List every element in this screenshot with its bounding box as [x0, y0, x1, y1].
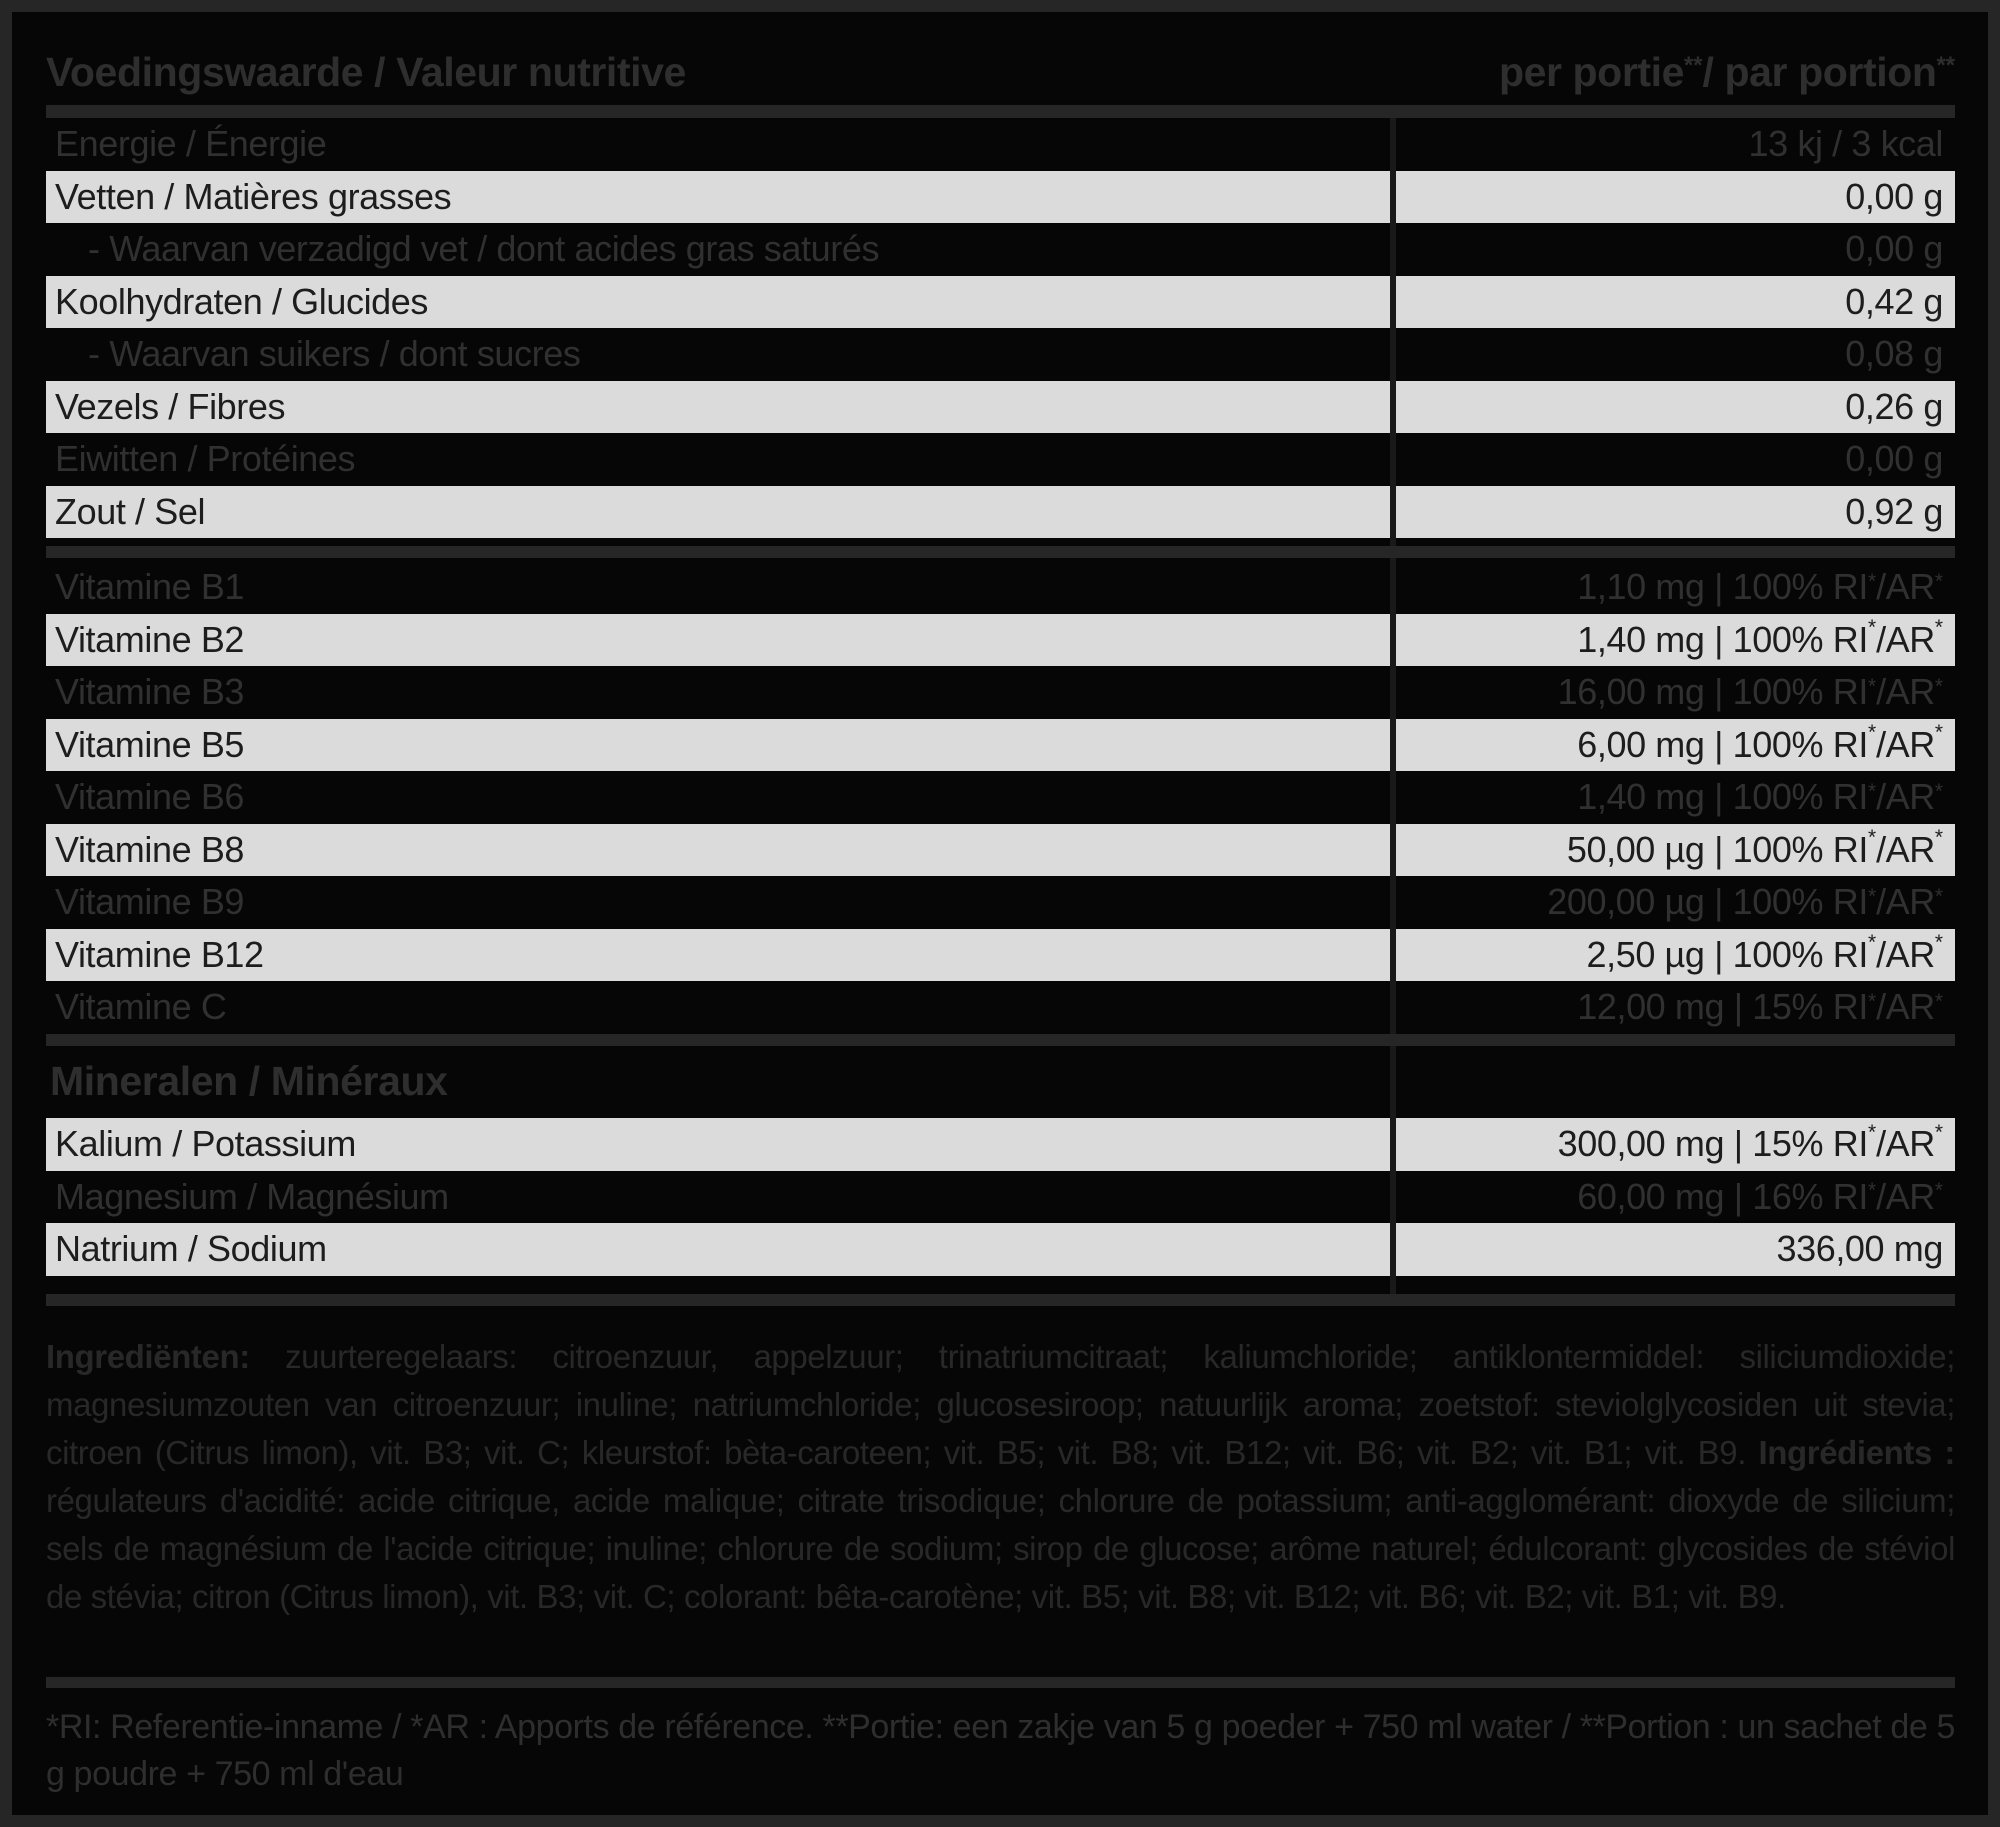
row-value: 0,00 g — [1845, 438, 1943, 480]
table-row — [46, 824, 1955, 877]
row-label: Zout / Sel — [46, 486, 1390, 539]
minerals-heading: Mineralen / Minéraux — [50, 1058, 448, 1105]
table-row — [46, 223, 1955, 276]
table-row — [46, 876, 1955, 929]
row-value: 0,26 g — [1396, 381, 1955, 434]
row-label: Koolhydraten / Glucides — [46, 276, 1390, 329]
row-value: 200,00 µg | 100% RI*/AR* — [1547, 881, 1943, 923]
row-label: Vitamine B5 — [46, 719, 1390, 772]
row-value: 0,42 g — [1396, 276, 1955, 329]
row-value: 0,00 g — [1845, 228, 1943, 270]
table-row — [46, 1171, 1955, 1224]
separator-bar — [46, 1034, 1955, 1046]
ingredient-segment: Ingrédients : — [1758, 1434, 1955, 1471]
ingredients-paragraph — [46, 1333, 1955, 1621]
row-label: - Waarvan verzadigd vet / dont acides gras saturés — [88, 228, 880, 270]
row-value: 60,00 mg | 16% RI*/AR* — [1577, 1175, 1943, 1217]
table-row — [46, 486, 1955, 539]
row-label: Vitamine B2 — [46, 614, 1390, 667]
row-label: Vitamine B12 — [46, 929, 1390, 982]
table-row — [46, 171, 1955, 224]
spacer — [46, 1276, 1955, 1295]
ingredient-segment: zuurteregelaars: citroenzuur, appelzuur; trinatriumcitraat; kaliumchloride; antiklontermiddel: siliciumdioxide; magnesiumzouten van citroenzuur; inuline; natriumchloride; glucosesiroop; natuurlijk aroma; zoetstof: steviolglycosiden uit stevia; citroen (Citrus limon), vit. B3; vit. C; kleurstof: bèta-caroteen; vit. B5; vit. B8; vit. B12; vit. B6; vit. B2; vit. B1; vit. B9. — [46, 1338, 1955, 1471]
row-value: 300,00 mg | 15% RI * /AR * — [1396, 1118, 1955, 1171]
row-label: Vitamine B3 — [55, 671, 245, 713]
table-row — [46, 561, 1955, 614]
row-label: Vitamine B1 — [55, 566, 245, 608]
row-value: 6,00 mg | 100% RI * /AR * — [1396, 719, 1955, 772]
table-row — [46, 381, 1955, 434]
row-value: 1,40 mg | 100% RI * /AR * — [1396, 614, 1955, 667]
row-value: 0,00 g — [1396, 171, 1955, 224]
ingredient-segment: Ingrediënten: — [46, 1338, 250, 1375]
table-row — [46, 771, 1955, 824]
row-label: Vezels / Fibres — [46, 381, 1390, 434]
table-row — [46, 276, 1955, 329]
table-row — [46, 1223, 1955, 1276]
footnote-text: *RI: Referentie-inname / *AR : Apports de référence. **Portie: een zakje van 5 g poeder + 750 ml water / **Portion : un sachet de 5 g poudre + 750 ml d'eau — [46, 1708, 1955, 1793]
row-label: Vitamine B6 — [55, 776, 245, 818]
portion-column-header: per portie**/ par portion** — [1498, 49, 1955, 95]
row-label: Vitamine B8 — [46, 824, 1390, 877]
row-label: Magnesium / Magnésium — [55, 1175, 449, 1217]
separator-bar — [46, 1677, 1955, 1688]
table-row — [46, 328, 1955, 381]
row-value: 336,00 mg — [1396, 1223, 1955, 1276]
table-row — [46, 614, 1955, 667]
row-label: Eiwitten / Protéines — [55, 438, 356, 480]
label-title: Voedingswaarde / Valeur nutritive — [46, 49, 686, 95]
row-label: Natrium / Sodium — [46, 1223, 1390, 1276]
separator-bar — [46, 1294, 1955, 1306]
spacer — [46, 1621, 1955, 1677]
table-row — [46, 719, 1955, 772]
row-label: Vetten / Matières grasses — [46, 171, 1390, 224]
table-row — [46, 666, 1955, 719]
separator-bar — [46, 105, 1955, 118]
ingredient-segment: régulateurs d'acidité: acide citrique, acide malique; citrate trisodique; chlorure de potassium; anti-agglomérant: dioxyde de silicium; sels de magnésium de l'acide citrique; inuline; chlorure de sodium; sirop de glucose; arôme naturel; édulcorant: glycosides de stéviol de stévia; citron (Citrus limon), vit. B3; vit. C; colorant: bêta-carotène; vit. B5; vit. B8; vit. B12; vit. B6; vit. B2; vit. B1; vit. B9. — [46, 1482, 1955, 1615]
table-row — [46, 118, 1955, 171]
row-value: 50,00 µg | 100% RI * /AR * — [1396, 824, 1955, 877]
nutrition-table — [46, 118, 1955, 538]
row-value: 0,92 g — [1396, 486, 1955, 539]
row-label: - Waarvan suikers / dont sucres — [88, 333, 581, 375]
row-value: 1,10 mg | 100% RI*/AR* — [1577, 566, 1943, 608]
label-header — [46, 40, 1955, 105]
row-value: 16,00 mg | 100% RI*/AR* — [1557, 671, 1943, 713]
row-value: 12,00 mg | 15% RI*/AR* — [1577, 986, 1943, 1028]
row-value: 2,50 µg | 100% RI * /AR * — [1396, 929, 1955, 982]
vitamins-table — [46, 561, 1955, 1034]
row-label: Energie / Énergie — [55, 123, 327, 165]
row-label: Kalium / Potassium — [46, 1118, 1390, 1171]
table-row — [46, 981, 1955, 1034]
spacer — [46, 538, 1955, 546]
row-label: Vitamine B9 — [55, 881, 245, 923]
minerals-table — [46, 1118, 1955, 1276]
row-value: 1,40 mg | 100% RI*/AR* — [1577, 776, 1943, 818]
table-row — [46, 929, 1955, 982]
row-label: Vitamine C — [55, 986, 227, 1028]
table-row — [46, 1118, 1955, 1171]
row-value: 13 kj / 3 kcal — [1748, 123, 1943, 165]
table-row — [46, 433, 1955, 486]
separator-bar — [46, 546, 1955, 558]
label-content — [46, 40, 1955, 1798]
row-value: 0,08 g — [1845, 333, 1943, 375]
